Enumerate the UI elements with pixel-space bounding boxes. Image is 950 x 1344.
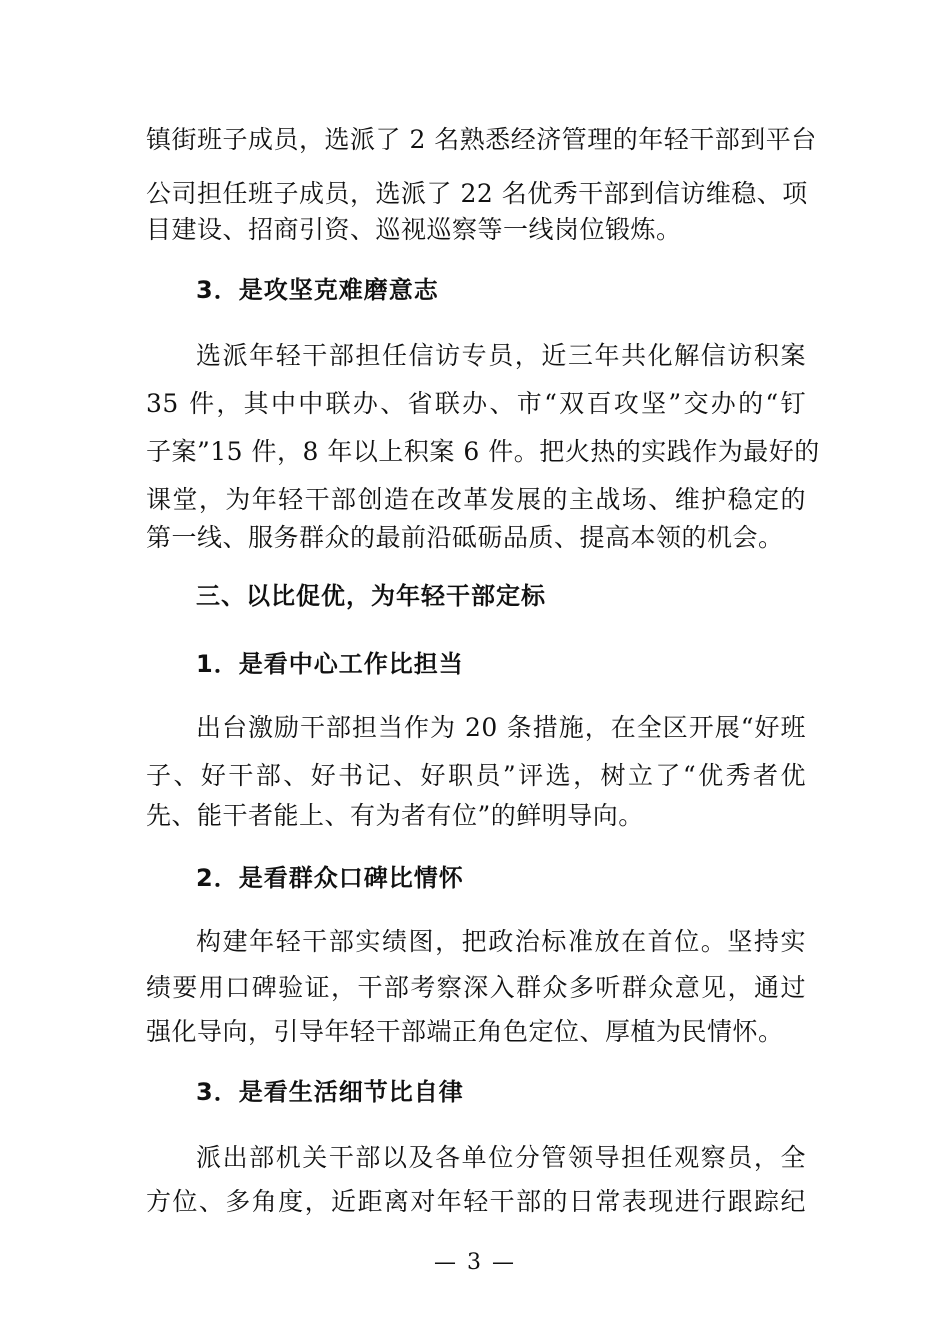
body-line: 课堂，为年轻干部创造在改革发展的主战场、维护稳定的 [146, 485, 806, 514]
body-line: 目建设、招商引资、巡视巡察等一线岗位锻炼。 [146, 215, 682, 244]
page-number: — 3 — [434, 1250, 516, 1275]
subheading: 1．是看中心工作比担当 [196, 650, 464, 678]
section-heading: 三、以比促优，为年轻干部定标 [196, 582, 546, 610]
body-line: 方位、多角度，近距离对年轻干部的日常表现进行跟踪纪 [146, 1187, 806, 1216]
body-line: 派出部机关干部以及各单位分管领导担任观察员，全 [196, 1143, 806, 1172]
body-line: 绩要用口碑验证，干部考察深入群众多听群众意见，通过 [146, 973, 806, 1002]
body-line: 第一线、服务群众的最前沿砥砺品质、提高本领的机会。 [146, 523, 784, 552]
body-line: 出台激励干部担当作为 20 条措施，在全区开展“好班 [196, 713, 806, 742]
body-line: 公司担任班子成员，选派了 22 名优秀干部到信访维稳、项 [146, 179, 808, 208]
body-line: 35 件，其中中联办、省联办、市“双百攻坚”交办的“钉 [146, 389, 806, 418]
subheading: 3．是攻坚克难磨意志 [196, 276, 439, 304]
body-line: 构建年轻干部实绩图，把政治标准放在首位。坚持实 [196, 927, 806, 956]
body-line: 镇街班子成员，选派了 2 名熟悉经济管理的年轻干部到平台 [146, 125, 817, 154]
body-line: 选派年轻干部担任信访专员，近三年共化解信访积案 [196, 341, 806, 370]
subheading: 2．是看群众口碑比情怀 [196, 864, 464, 892]
body-line: 子、好干部、好书记、好职员”评选，树立了“优秀者优 [146, 761, 806, 790]
subheading: 3．是看生活细节比自律 [196, 1078, 464, 1106]
body-line: 先、能干者能上、有为者有位”的鲜明导向。 [146, 801, 644, 830]
body-line: 强化导向，引导年轻干部端正角色定位、厚植为民情怀。 [146, 1017, 784, 1046]
body-line: 子案”15 件，8 年以上积案 6 件。把火热的实践作为最好的 [146, 437, 820, 466]
